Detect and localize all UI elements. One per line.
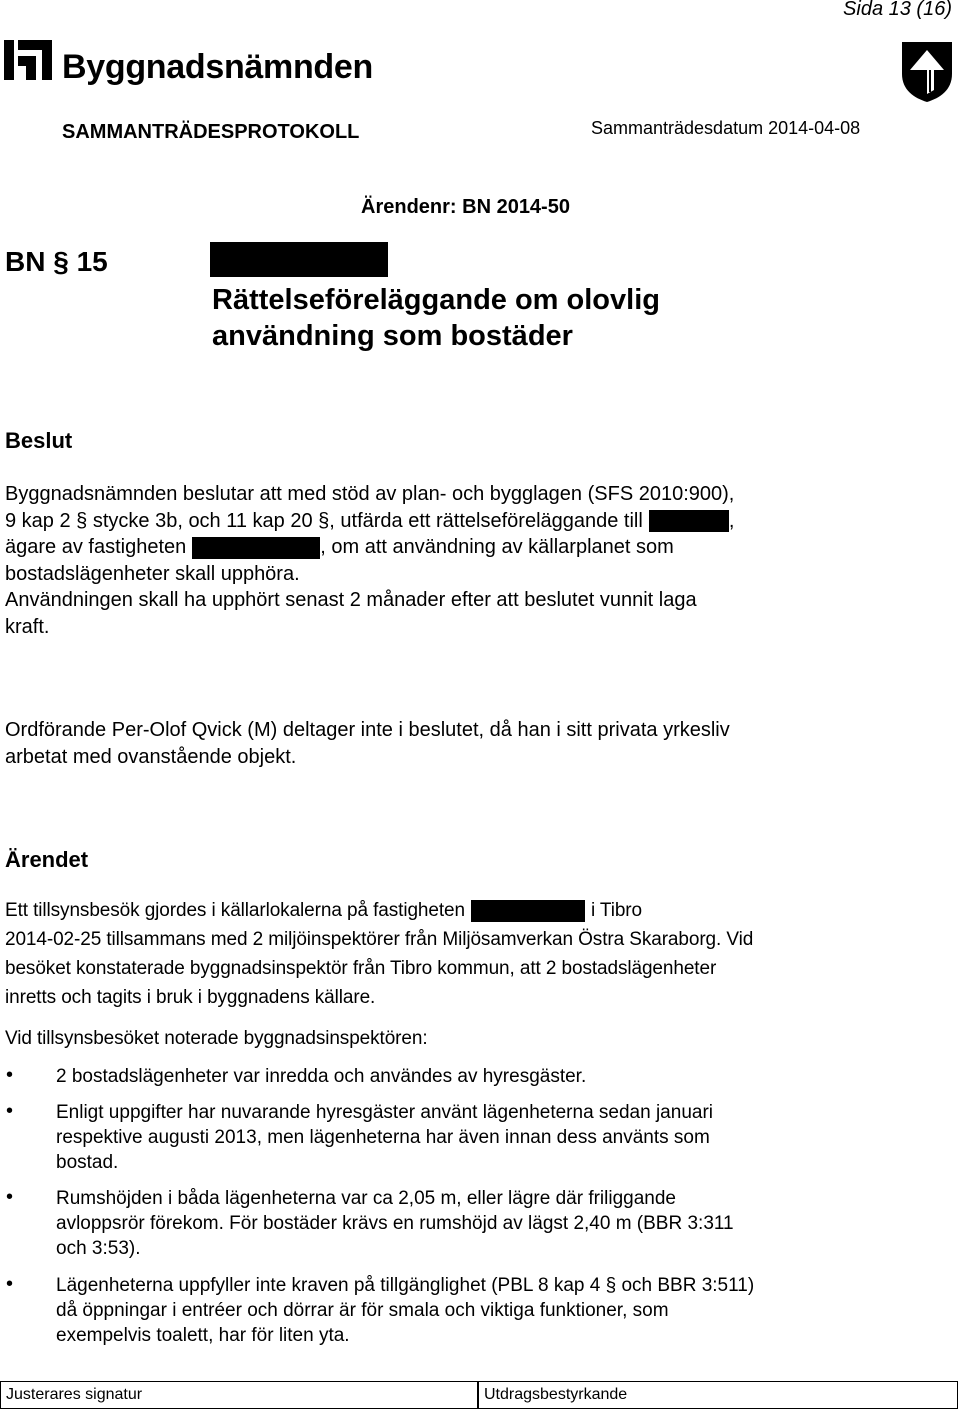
meeting-date: Sammanträdesdatum 2014-04-08 [591,118,861,138]
text-line: då öppningar i entréer och dörrar är för smala och viktiga funktioner, som [56,1300,669,1321]
protocol-label: SAMMANTRÄDESPROTOKOLL [62,121,360,143]
list-item [56,1186,916,1261]
text-line: 2014-02-25 tillsammans med 2 miljöinspektörer från Miljösamverkan Östra Skaraborg. Vid [5,929,754,950]
text-line: Byggnadsnämnden beslutar att med stöd av plan- och bygglagen (SFS 2010:900), [5,483,735,505]
text-line: kraft. [5,615,50,638]
beslut-paragraph [5,481,945,640]
text-span: 9 kap 2 § stycke 3b, och 11 kap 20 §, utfärda ett rättelseföreläggande till [5,509,643,532]
bullet-icon: • [6,1186,14,1208]
adjuster-signature-field[interactable]: Justerares signatur [6,1386,143,1403]
case-title [212,282,660,354]
text-line: Användningen skall ha upphört senast 2 månader efter att beslutet vunnit laga [5,589,697,611]
text-line: Ordförande Per-Olof Qvick (M) deltager inte i beslutet, då han i sitt privata yrkesliv [5,719,730,741]
redaction-block [192,537,320,559]
extract-certification-field[interactable]: Utdragsbestyrkande [484,1386,628,1403]
inspection-intro: Vid tillsynsbesöket noterade byggnadsinspektören: [5,1028,428,1049]
footer-signature-box [0,1381,958,1409]
section-heading-arendet: Ärendet [5,847,89,872]
redaction-block [210,242,388,277]
bullet-icon: • [6,1273,14,1295]
text-line: och 3:53). [56,1238,141,1259]
text-line: respektive augusti 2013, men lägenheterna har även innan dess använts som [56,1127,710,1148]
text-line: inretts och tagits i bruk i byggnadens källare. [5,987,376,1008]
case-title-line: användning som bostäder [212,320,573,352]
list-item [56,1064,916,1089]
text-line: 2 bostadslägenheter var inredda och användes av hyresgäster. [56,1066,587,1087]
arendet-paragraph [5,896,955,1012]
text-line: bostadslägenheter skall upphöra. [5,562,300,585]
list-item [56,1100,916,1175]
footer-divider [477,1381,479,1409]
text-line: avloppsrör förekom. För bostäder krävs en rumshöjd av lägst 2,40 m (BBR 3:311 [56,1213,734,1234]
text-span: i Tibro [590,900,642,921]
redaction-block [471,900,585,922]
municipal-crest-icon [900,40,954,104]
redaction-block [649,510,729,532]
text-line: Lägenheterna uppfyller inte kraven på tillgänglighet (PBL 8 kap 4 § och BBR 3:511) [56,1275,755,1296]
text-line [5,896,955,925]
bullet-icon: • [6,1064,14,1086]
paragraph-number: BN § 15 [5,246,108,277]
text-line [5,534,945,561]
text-line: bostad. [56,1152,119,1173]
text-span: Ett tillsynsbesök gjordes i källarlokalerna på fastigheten [5,900,465,921]
text-line: Enligt uppgifter har nuvarande hyresgäster använt lägenheterna sedan januari [56,1102,714,1123]
tibro-logo-icon [4,40,52,80]
text-span: , [728,509,735,532]
chair-note-paragraph [5,717,945,770]
text-line [5,508,945,535]
text-line: besöket konstaterade byggnadsinspektör från Tibro kommun, att 2 bostadslägenheter [5,958,717,979]
org-name: Byggnadsnämnden [62,48,373,86]
case-number: Ärendenr: BN 2014-50 [361,196,570,218]
page-number: Sida 13 (16) [843,0,952,20]
text-span: ägare av fastigheten [5,536,187,558]
text-line: exempelvis toalett, har för liten yta. [56,1325,350,1346]
case-title-line: Rättelseföreläggande om olovlig [212,284,660,316]
list-item [56,1273,916,1348]
bullet-icon: • [6,1100,14,1122]
text-line: arbetat med ovanstående objekt. [5,745,297,768]
text-span: , om att användning av källarplanet som [320,536,674,558]
section-heading-beslut: Beslut [5,428,73,453]
text-line: Rumshöjden i båda lägenheterna var ca 2,05 m, eller lägre där friliggande [56,1188,676,1209]
